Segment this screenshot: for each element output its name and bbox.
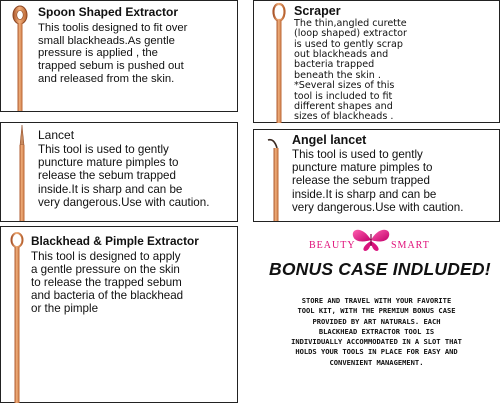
panel-angel-lancet [253,129,500,222]
panel-lancet [0,122,238,222]
title-scraper: Scraper [294,4,341,18]
desc-lancet: This tool is used to gently puncture mature pimples to release the sebum trapped inside.It is sharp and can be very dangerous.Use with caution. [38,143,210,209]
bonus-description: STORE AND TRAVEL WITH YOUR FAVORITE TOOL KIT, WITH THE PREMIUM BONUS CASE PROVIDED BY ART NATURALS. EACH BLACKHEAD EXTRACTOR TOOL IS INDIVIDUALLY ACCOMMODATED IN A SLOT THAT HOLDS YOUR TOOLS IN PLACE FOR EASY AND CONVENIENT MANAGEMENT. [291,296,462,367]
panel-blackhead-extractor [0,226,238,403]
angled-lancet-icon [264,136,288,221]
desc-angel-lancet: This tool is used to gently puncture mature pimples to release the sebum trapped inside.It is sharp and can be very dangerous.Use with caution. [292,148,464,214]
title-blackhead-extractor: Blackhead & Pimple Extractor [31,234,199,248]
desc-blackhead-extractor: This tool is designed to apply a gentle pressure on the skin to release the trapped sebum and bacteria of the blackhead or the pimple [31,250,184,315]
desc-scraper: The thin,angled curette (loop shaped) extractor is used to gently scrap out blackheads and bacteria trapped beneath the skin . *Several sizes of this tool is included to fit different shapes and sizes of blackheads . [294,18,407,123]
brand-name-left: BEAUTY [309,240,356,251]
title-lancet: Lancet [38,128,75,142]
loop-scraper-icon [268,1,290,123]
panel-scraper [253,0,500,123]
title-spoon-extractor: Spoon Shaped Extractor [38,5,179,19]
panel-spoon-extractor [0,0,238,112]
butterfly-logo [349,226,393,252]
bonus-title: BONUS CASE INDLUDED! [269,259,491,279]
spoon-extractor-icon [7,3,33,111]
desc-spoon-extractor: This toolis designed to fit over small blackheads.As gentle pressure is applied , the trapped sebum is pushed out and released from the skin. [38,22,188,85]
lancet-icon [14,125,30,221]
panel-bonus-case [253,226,500,403]
brand-name-right: SMART [391,240,430,251]
title-angel-lancet: Angel lancet [292,133,367,147]
loop-extractor-icon [6,231,28,403]
